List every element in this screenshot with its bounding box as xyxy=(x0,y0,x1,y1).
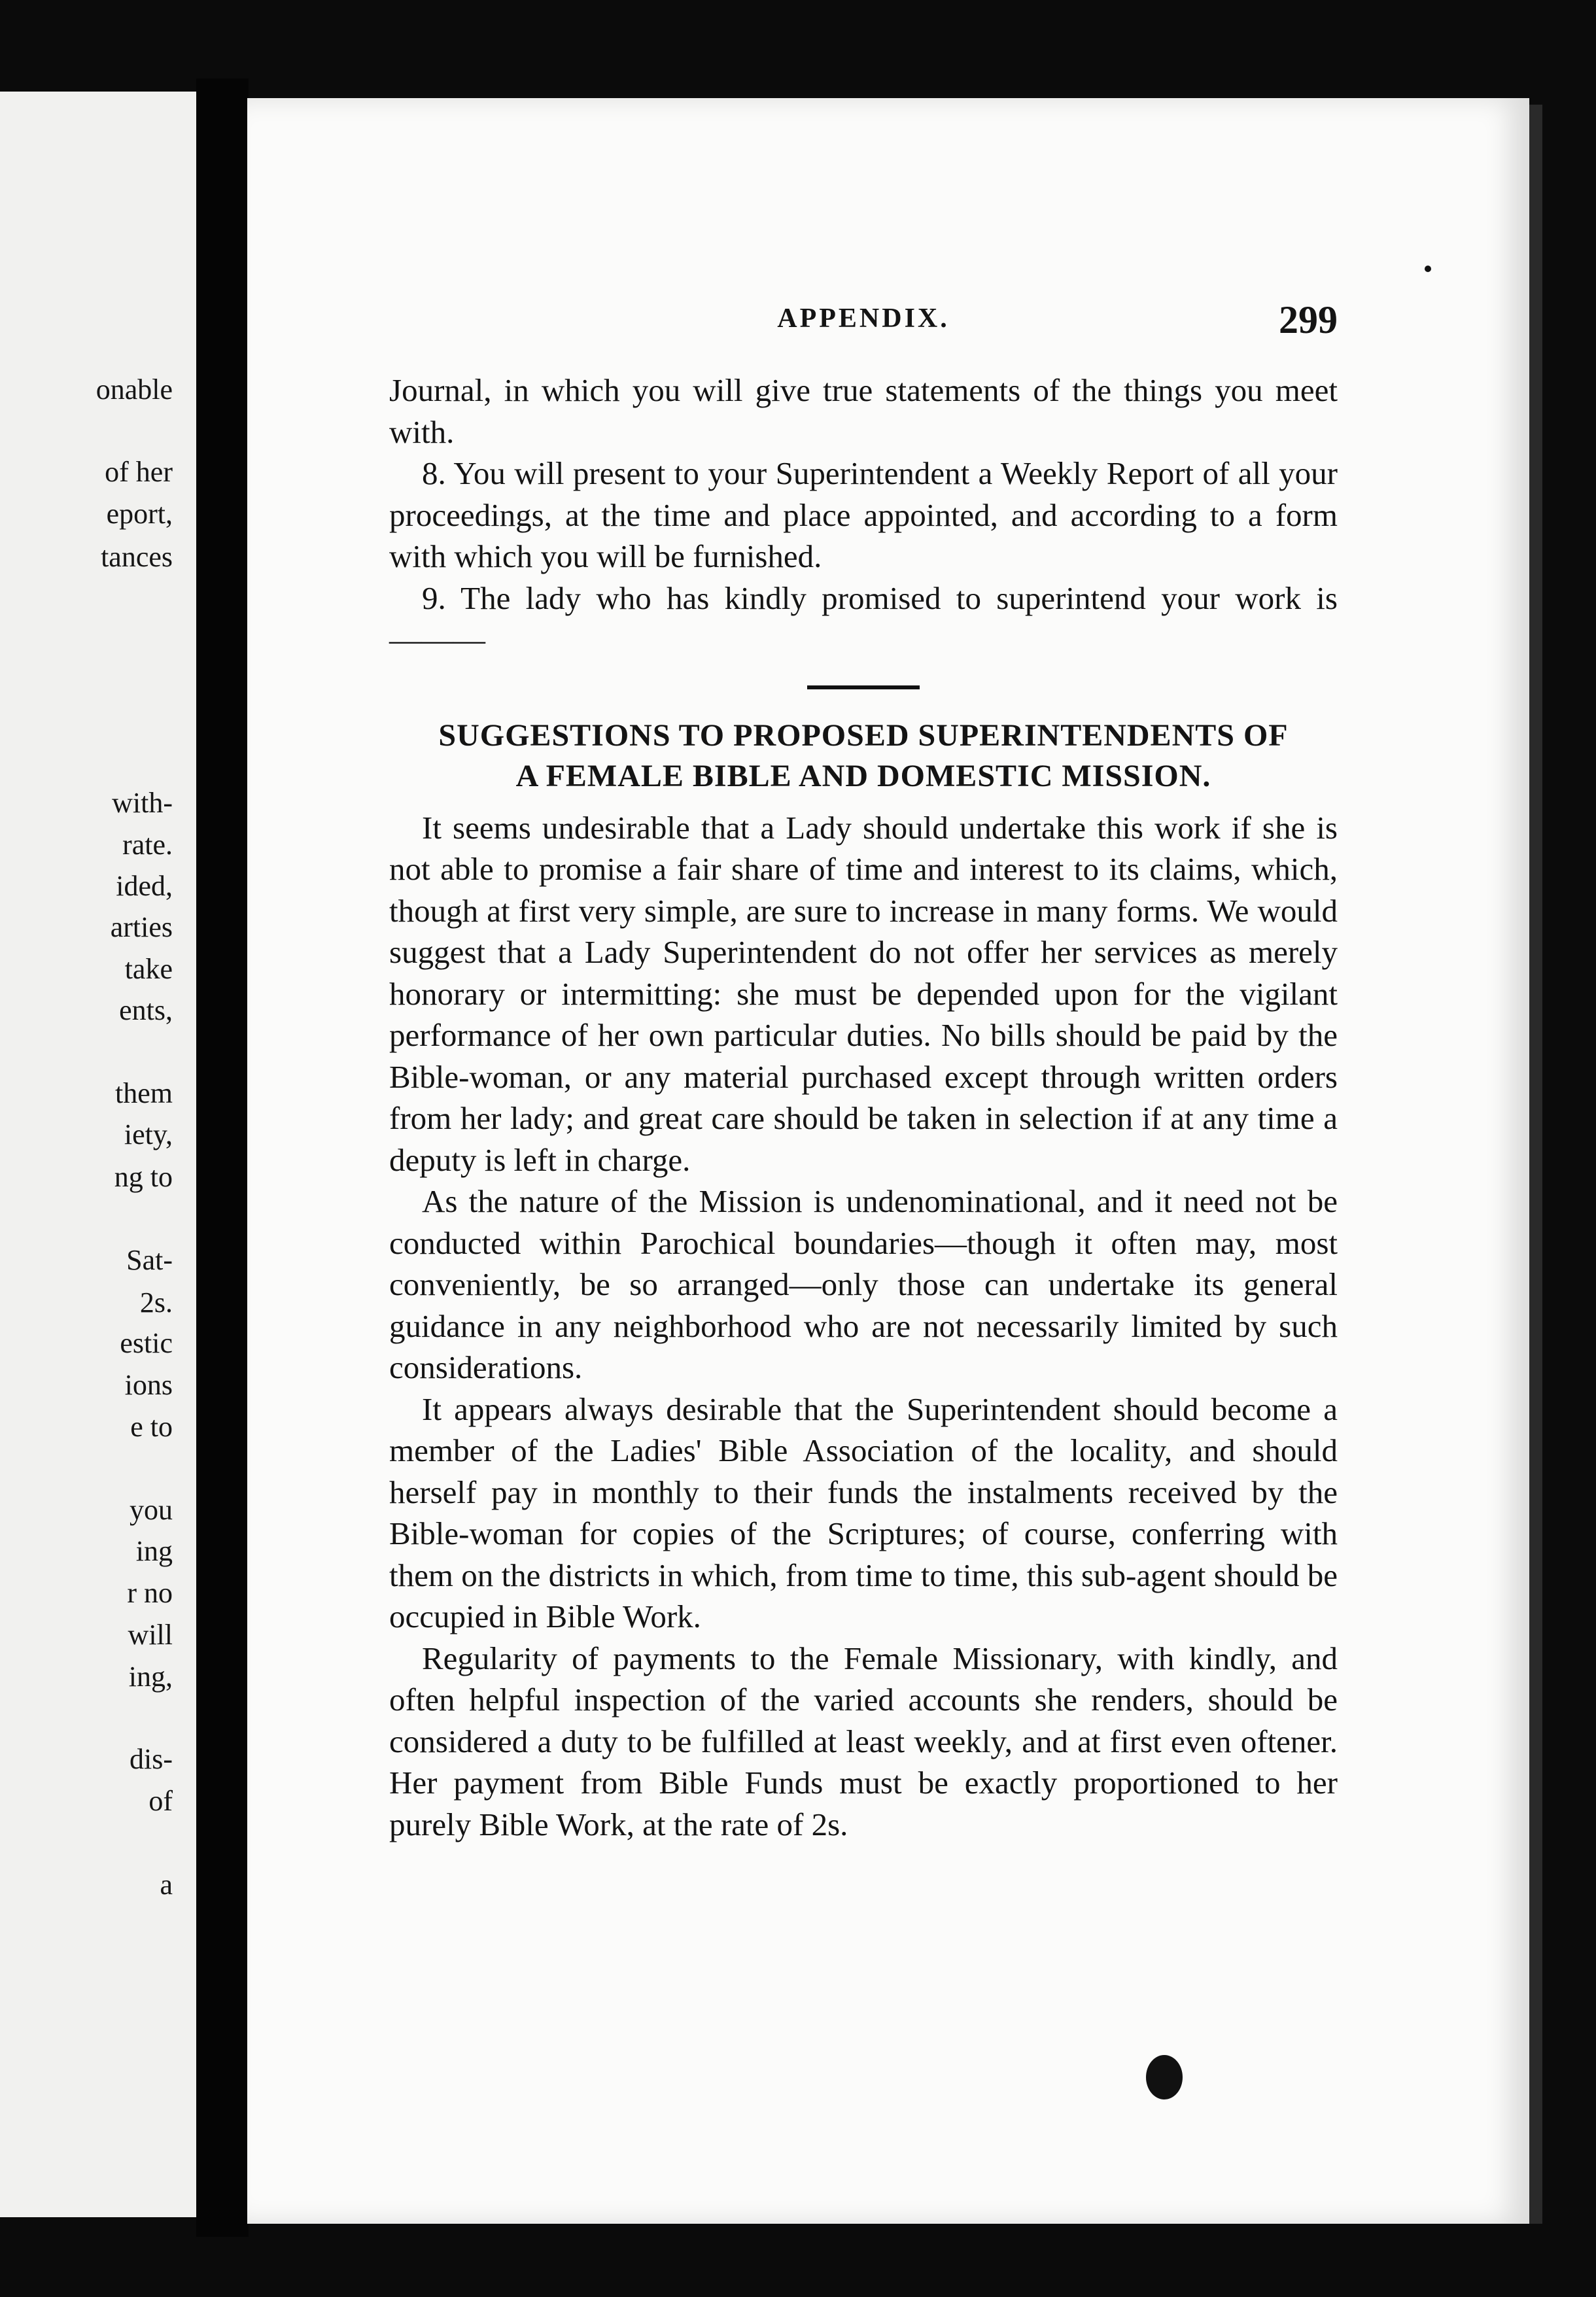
facing-page-fragment: 2s. xyxy=(139,1287,173,1319)
running-head: APPENDIX. xyxy=(777,303,950,334)
paragraph-item-9: 9. The lady who has kindly promised to superintend your work is ——— xyxy=(389,579,1338,657)
facing-page-fragment: take xyxy=(124,953,173,985)
section-heading-line-1: SUGGESTIONS TO PROPOSED SUPERINTENDENTS OF xyxy=(438,717,1289,753)
paragraph: As the nature of the Mission is undenominational, and it need not be conducted within Parochical boundaries—though it often may, most conveniently, be so arranged—only those can undertake its general guidance in any neighborhood who are not necessarily limited by such considerations. xyxy=(389,1183,1338,1385)
facing-page-fragment: Sat- xyxy=(126,1244,173,1276)
facing-page-fragment: ions xyxy=(124,1369,173,1401)
facing-page-fragment: a xyxy=(160,1869,173,1901)
facing-page-fragment: tances xyxy=(101,541,173,573)
facing-page-fragment: arties xyxy=(110,911,173,943)
facing-page-fragment: rate. xyxy=(122,829,173,861)
facing-page-fragment: ents, xyxy=(119,994,173,1026)
book-gutter xyxy=(196,78,249,2237)
facing-page-fragment: onable xyxy=(95,373,173,406)
paragraph-item-8: 8. You will present to your Superintendent a Weekly Report of all your proceedings, at the time and place appointed, and according to a form with which you will be furnished. xyxy=(389,455,1338,574)
facing-page-fragment: eport, xyxy=(106,498,173,530)
page-edge xyxy=(1529,105,1542,2224)
facing-page-fragment: with- xyxy=(112,787,173,819)
facing-page-fragment: them xyxy=(115,1077,173,1109)
page-number: 299 xyxy=(1279,298,1338,341)
paragraph: Regularity of payments to the Female Missionary, with kindly, and often helpful inspection of the varied accounts she renders, should be considered a duty to be fulfilled at least weekly, and at first even oftener. Her payment from Bible Funds must be exactly proportioned to her purely Bible Work, at the rate of 2s. xyxy=(389,1640,1338,1842)
section-divider xyxy=(807,685,920,689)
facing-page-fragment: estic xyxy=(120,1327,173,1359)
paragraph: It appears always desirable that the Superintendent should become a member of the Ladies' Bible Association of the locality, and should herself pay in monthly to their funds the instalments received by the Bible-woman for copies of the Scriptures; of course, conferring with them on the districts in which, from time to time, this sub-agent should be occupied in Bible Work. xyxy=(389,1390,1338,1634)
paragraph: Journal, in which you will give true statements of the things you meet with. xyxy=(389,372,1338,450)
facing-page-fragment: will xyxy=(128,1619,173,1651)
body-text xyxy=(389,370,1338,1845)
facing-page-fragment: dis- xyxy=(130,1743,173,1775)
facing-page-fragment: ing xyxy=(135,1535,173,1567)
facing-page-fragment: ided, xyxy=(116,870,173,902)
facing-page-fragment: r no xyxy=(127,1577,173,1609)
facing-page-fragment: ing, xyxy=(128,1661,173,1693)
facing-page-fragment: you xyxy=(130,1494,173,1526)
facing-page-fragment: of xyxy=(148,1785,173,1817)
facing-page-fragment: of her xyxy=(105,456,173,488)
section-heading-line-2: A FEMALE BIBLE AND DOMESTIC MISSION. xyxy=(515,758,1211,793)
section-heading xyxy=(389,716,1338,797)
facing-page-fragment: iety, xyxy=(124,1118,173,1150)
ink-speck-small xyxy=(1425,266,1431,272)
facing-page-fragment: e to xyxy=(130,1411,173,1443)
page-header xyxy=(389,298,1338,343)
facing-page-fragment: ng to xyxy=(114,1161,173,1193)
ink-speck xyxy=(1146,2055,1183,2099)
paragraph: It seems undesirable that a Lady should undertake this work if she is not able to promise a fair share of time and interest to its claims, which, though at first very simple, are sure to increase in many forms. We would suggest that a Lady Superintendent do not offer her services as merely honorary or intermitting: she must be depended upon for the vigilant performance of her own particular duties. No bills should be paid by the Bible-woman, or any material purchased except through written orders from her lady; and great care should be taken in selection if at any time a deputy is left in charge. xyxy=(389,809,1338,1178)
